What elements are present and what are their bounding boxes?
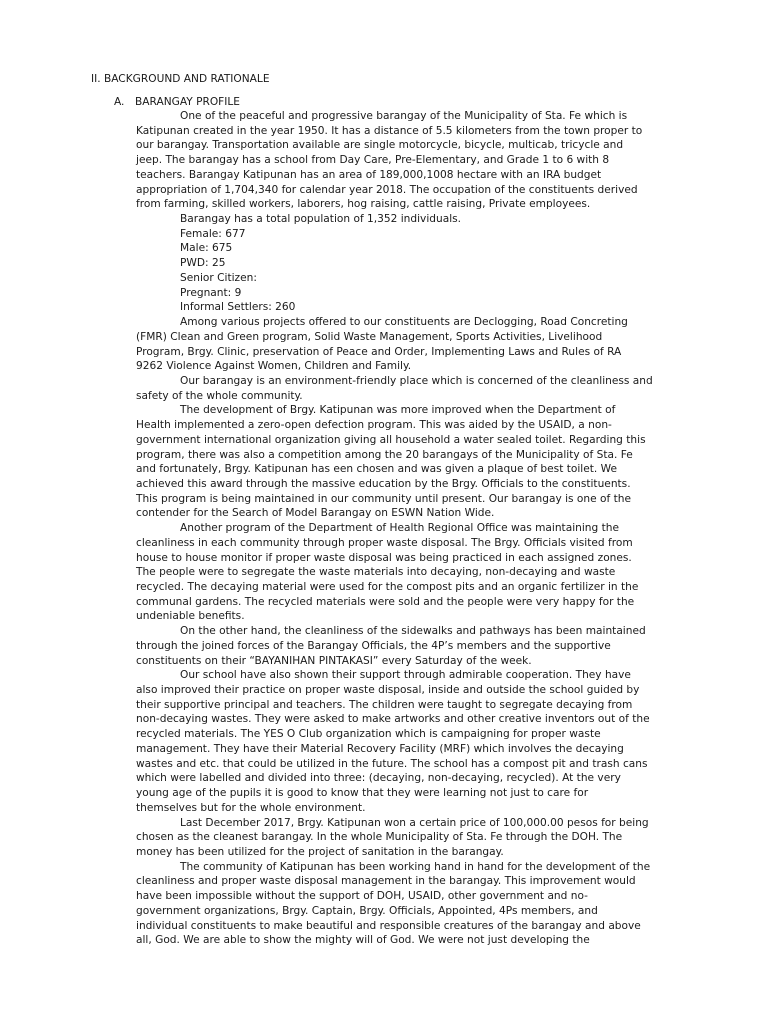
text-line: program, there was also a competition among the 20 barangays of the Municipality of Sta. Fe xyxy=(136,448,633,461)
text-line: jeep. The barangay has a school from Day Care, Pre-Elementary, and Grade 1 to 6 with 8 xyxy=(136,154,610,167)
text-line: have been impossible without the support of DOH, USAID, other government and no- xyxy=(136,890,588,903)
text-line: achieved this award through the massive education by the Brgy. Officials to the constituents. xyxy=(136,477,631,490)
text-line: non-decaying wastes. They were asked to make artworks and other creative inventors out of the xyxy=(136,713,650,726)
text-line: The people were to segregate the waste materials into decaying, non-decaying and waste xyxy=(136,566,616,579)
text-line: Health implemented a zero-open defection program. This was aided by the USAID, a non- xyxy=(136,419,612,432)
subsection-letter: A. xyxy=(114,96,125,108)
text-line: recycled materials. The YES O Club organization which is campaigning for proper waste xyxy=(136,728,601,741)
body-text xyxy=(136,109,688,948)
text-line: themselves but for the whole environment. xyxy=(136,801,366,814)
text-line: Last December 2017, Brgy. Katipunan won a certain price of 100,000.00 pesos for being xyxy=(180,816,649,829)
text-line: cleanliness and proper waste disposal management in the barangay. This improvement would xyxy=(136,875,636,888)
subsection-title: BARANGAY PROFILE xyxy=(135,96,240,108)
text-line: communal gardens. The recycled materials were sold and the people were very happy for the xyxy=(136,595,635,608)
text-line: management. They have their Material Recovery Facility (MRF) which involves the decaying xyxy=(136,742,624,755)
text-line: On the other hand, the cleanliness of the sidewalks and pathways has been maintained xyxy=(180,625,646,638)
stat-pwd: PWD: 25 xyxy=(180,257,226,270)
text-line: which were labelled and divided into three: (decaying, non-decaying, recycled). At the very xyxy=(136,772,621,785)
paragraph-award xyxy=(136,816,688,860)
population-stats xyxy=(136,227,688,315)
paragraph-school-support xyxy=(136,668,688,815)
population-statement: Barangay has a total population of 1,352 individuals. xyxy=(180,213,462,226)
text-line: and fortunately, Brgy. Katipunan has een chosen and was given a plaque of best toilet. We xyxy=(136,463,618,476)
text-line: Our school have also shown their support through admirable cooperation. They have xyxy=(180,669,631,682)
text-line: recycled. The decaying material were used for the compost pits and an organic fertilizer in the xyxy=(136,581,639,593)
text-line: Another program of the Department of Health Regional Office was maintaining the xyxy=(180,522,619,535)
text-line: Among various projects offered to our constituents are Declogging, Road Concreting xyxy=(180,316,628,329)
paragraph-waste-disposal xyxy=(136,521,688,624)
stat-pregnant: Pregnant: 9 xyxy=(180,286,242,299)
text-line: government international organization giving all household a water sealed toilet. Regarding this xyxy=(136,433,646,446)
text-line: Katipunan created in the year 1950. It has a distance of 5.5 kilometers from the town proper to xyxy=(136,124,643,137)
stat-male: Male: 675 xyxy=(180,242,233,255)
text-line: safety of the whole community. xyxy=(136,389,303,402)
paragraph-community xyxy=(136,860,688,948)
text-line: Program, Brgy. Clinic, preservation of Peace and Order, Implementing Laws and Rules of RA xyxy=(136,345,622,358)
intro-paragraph xyxy=(136,109,688,212)
text-line: wastes and etc. that could be utilized in the future. The school has a compost pit and trash cans xyxy=(136,757,648,770)
subsection-heading xyxy=(114,95,240,110)
text-line: teachers. Barangay Katipunan has an area of 189,000,1008 hectare with an IRA budget xyxy=(136,168,602,181)
stat-senior-citizen: Senior Citizen: xyxy=(180,271,257,284)
stat-informal-settlers: Informal Settlers: 260 xyxy=(180,301,296,314)
text-line: government organizations, Brgy. Captain, Brgy. Officials, Appointed, 4Ps members, and xyxy=(136,904,598,917)
paragraph-projects xyxy=(136,315,688,374)
text-line: The development of Brgy. Katipunan was more improved when the Department of xyxy=(180,404,616,417)
text-line: constituents on their “BAYANIHAN PINTAKASI” every Saturday of the week. xyxy=(136,654,532,667)
text-line: Our barangay is an environment-friendly place which is concerned of the cleanliness and xyxy=(180,374,653,387)
text-line: money has been utilized for the project of sanitation in the barangay. xyxy=(136,845,504,858)
text-line: also improved their practice on proper waste disposal, inside and outside the school guided by xyxy=(136,684,640,697)
text-line: young age of the pupils it is good to know that they were learning not just to care for xyxy=(136,787,589,800)
text-line: all, God. We are able to show the mighty will of God. We were not just developing the xyxy=(136,934,590,947)
text-line: undeniable benefits. xyxy=(136,610,245,623)
paragraph-sanitation-program xyxy=(136,403,688,521)
text-line: This program is being maintained in our community until present. Our barangay is one of the xyxy=(136,492,631,505)
text-line: their supportive principal and teachers. The children were taught to segregate decaying from xyxy=(136,698,633,711)
text-line: individual constituents to make beautiful and responsible creatures of the barangay and above xyxy=(136,919,641,932)
text-line: (FMR) Clean and Green program, Solid Waste Management, Sports Activities, Livelihood xyxy=(136,330,603,343)
text-line: our barangay. Transportation available are single motorcycle, bicycle, multicab, tricycle and xyxy=(136,139,624,152)
text-line: chosen as the cleanest barangay. In the whole Municipality of Sta. Fe through the DOH. The xyxy=(136,831,623,844)
text-line: 9262 Violence Against Women, Children and Family. xyxy=(136,360,412,373)
text-line: One of the peaceful and progressive barangay of the Municipality of Sta. Fe which is xyxy=(180,110,628,122)
paragraph-sidewalks xyxy=(136,624,688,668)
text-line: The community of Katipunan has been working hand in hand for the development of the xyxy=(180,860,651,873)
text-line: appropriation of 1,704,340 for calendar year 2018. The occupation of the constituents derived xyxy=(136,183,638,196)
text-line: from farming, skilled workers, laborers, hog raising, cattle raising, Private employees. xyxy=(136,198,591,211)
text-line: house to house monitor if proper waste disposal was being practiced in each assigned zones. xyxy=(136,551,632,564)
stat-female: Female: 677 xyxy=(180,227,246,240)
paragraph-environment xyxy=(136,374,688,403)
section-heading: II. BACKGROUND AND RATIONALE xyxy=(91,73,270,85)
text-line: through the joined forces of the Barangay Officials, the 4P’s members and the supportive xyxy=(136,639,611,652)
text-line: cleanliness in each community through proper waste disposal. The Brgy. Officials visited from xyxy=(136,536,633,549)
text-line: contender for the Search of Model Barangay on ESWN Nation Wide. xyxy=(136,507,495,520)
